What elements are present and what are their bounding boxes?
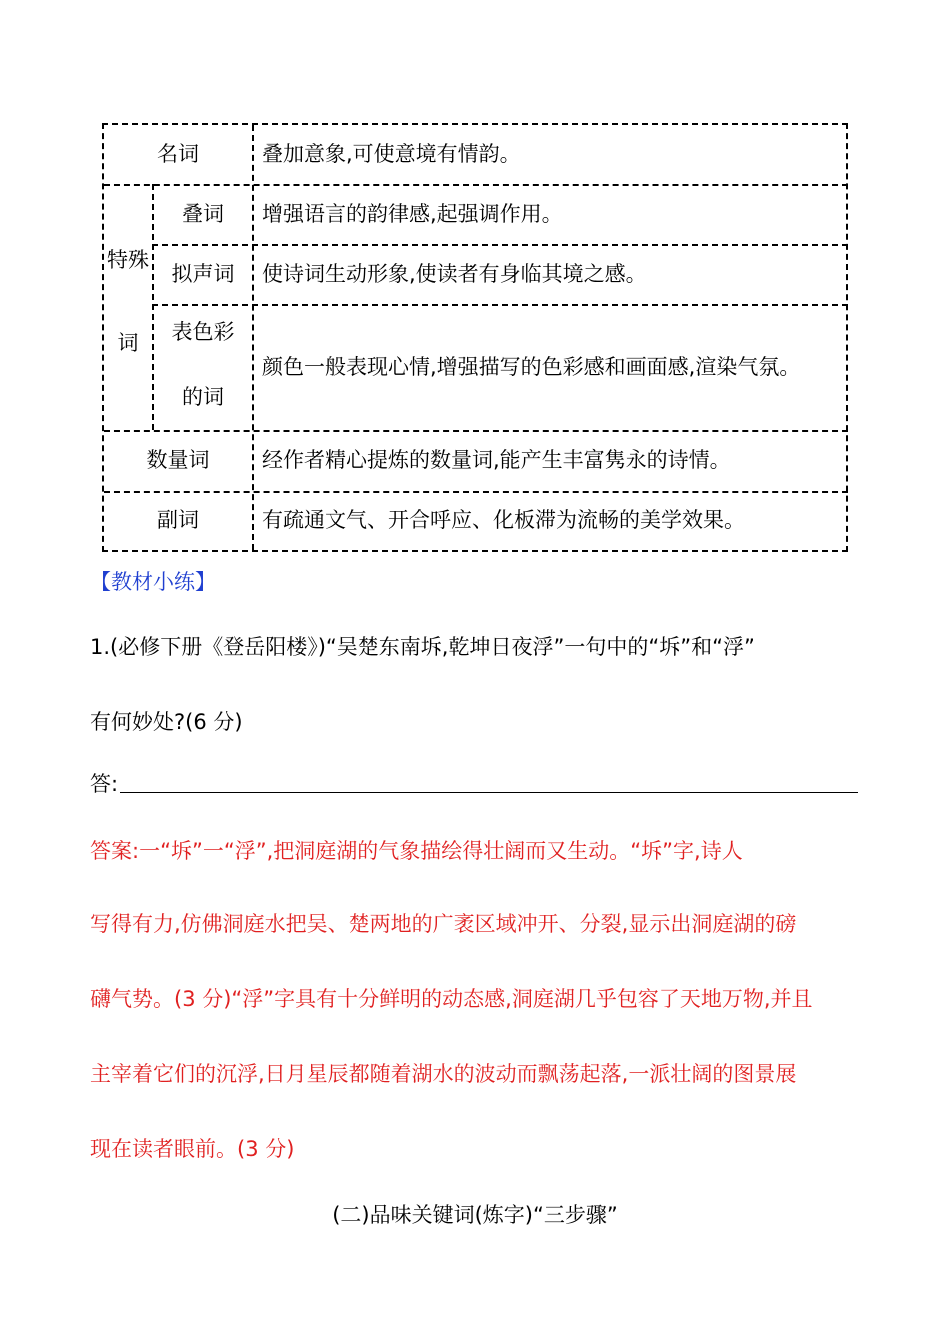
desc-cell: 经作者精心提炼的数量词,能产生丰富隽永的诗情。 xyxy=(262,448,731,472)
term-cell-2: 的词 xyxy=(182,384,224,409)
desc-cell: 颜色一般表现心情,增强描写的色彩感和画面感,渲染气氛。 xyxy=(262,354,801,379)
section-title: (二)品味关键词(炼字)“三步骤” xyxy=(332,1203,618,1227)
question-line: 1.(必修下册《登岳阳楼》)“吴楚东南坼,乾坤日夜浮”一句中的“坼”和“浮” xyxy=(90,635,755,659)
term-cell: 名词 xyxy=(157,142,199,166)
question-line: 有何妙处?(6 分) xyxy=(90,710,243,734)
answer-line: 礴气势。(3 分)“浮”字具有十分鲜明的动态感,洞庭湖几乎包容了天地万物,并且 xyxy=(90,987,813,1011)
column-divider xyxy=(252,125,254,550)
word-type-table xyxy=(102,123,848,552)
term-cell: 数量词 xyxy=(146,448,210,472)
answer-label: 答: xyxy=(90,772,119,796)
term-cell: 副词 xyxy=(157,508,199,532)
group-label: 特殊 xyxy=(107,247,149,272)
desc-cell: 有疏通文气、开合呼应、化板滞为流畅的美学效果。 xyxy=(262,508,745,532)
exercise-heading: 【教材小练】 xyxy=(90,570,216,594)
term-cell: 拟声词 xyxy=(171,261,235,286)
answer-line: 写得有力,仿佛洞庭水把吴、楚两地的广袤区域冲开、分裂,显示出洞庭湖的磅 xyxy=(90,912,797,936)
answer-line: 主宰着它们的沉浮,日月星辰都随着湖水的波动而飘荡起落,一派壮阔的图景展 xyxy=(90,1062,797,1086)
term-cell: 叠词 xyxy=(182,201,224,226)
answer-line: 答案:一“坼”一“浮”,把洞庭湖的气象描绘得壮阔而又生动。“坼”字,诗人 xyxy=(90,839,743,863)
term-cell: 表色彩 xyxy=(171,319,235,344)
answer-blank[interactable] xyxy=(120,792,858,793)
desc-cell: 使诗词生动形象,使读者有身临其境之感。 xyxy=(262,261,647,286)
answer-line: 现在读者眼前。(3 分) xyxy=(90,1137,295,1161)
group-label-2: 词 xyxy=(117,330,139,355)
desc-cell: 叠加意象,可使意境有情韵。 xyxy=(262,142,521,166)
desc-cell: 增强语言的韵律感,起强调作用。 xyxy=(262,201,563,226)
